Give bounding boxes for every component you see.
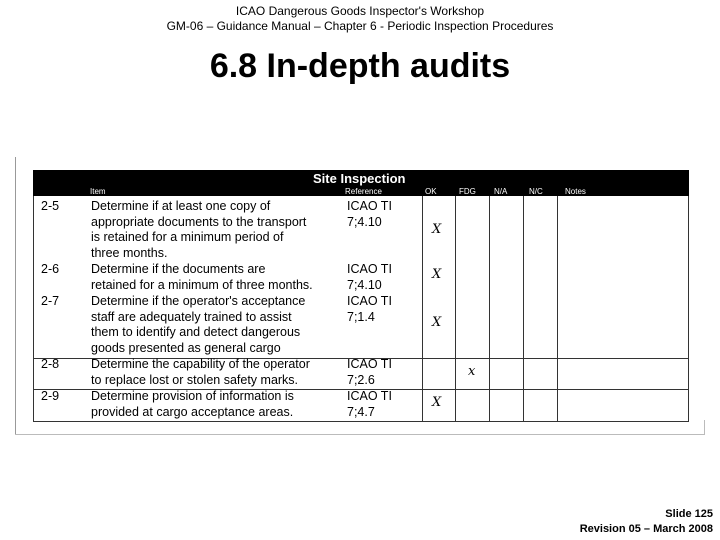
check-mark: x [468, 364, 476, 379]
row-reference [347, 357, 392, 388]
reference-line: ICAO TI [347, 199, 392, 213]
page-title: 6.8 In-depth audits [209, 47, 511, 85]
row-id: 2-5 [41, 199, 60, 213]
col-header-fdg: FDG [459, 187, 476, 196]
col-header-notes: Notes [565, 187, 586, 196]
col-header-reference: Reference [345, 187, 382, 196]
reference-line: 7;1.4 [347, 309, 375, 324]
check-mark: X [432, 267, 442, 282]
header-line-1: ICAO Dangerous Goods Inspector's Workshop [235, 4, 485, 18]
item-line: Determine if the operator's acceptance [91, 294, 306, 308]
row-item-text [91, 199, 306, 262]
item-line: retained for a minimum of three months. [91, 277, 313, 292]
check-mark: X [432, 315, 442, 330]
column-divider [557, 196, 558, 421]
row-id: 2-8 [41, 357, 60, 371]
reference-line: ICAO TI [347, 357, 392, 371]
col-header-item: Item [90, 187, 106, 196]
frame-left-border [15, 157, 16, 435]
row-id: 2-7 [41, 294, 60, 308]
row-item-text [91, 357, 310, 388]
reference-line: 7;4.7 [347, 404, 375, 419]
row-item-text [91, 262, 313, 293]
header-line-2: GM-06 – Guidance Manual – Chapter 6 - Periodic Inspection Procedures [166, 19, 554, 33]
reference-line: ICAO TI [347, 294, 392, 308]
item-line: Determine if at least one copy of [91, 199, 271, 213]
col-header-ok: OK [425, 187, 437, 196]
revision-label: Revision 05 – March 2008 [579, 523, 713, 535]
item-line: them to identify and detect dangerous [91, 325, 301, 340]
site-inspection-table [33, 170, 689, 422]
slide-number: Slide 125 [665, 508, 713, 520]
item-line: staff are adequately trained to assist [91, 309, 292, 324]
frame-bottom-border [15, 434, 705, 435]
item-line: Determine if the documents are [91, 262, 266, 276]
column-header-row [33, 187, 689, 196]
check-mark: X [432, 395, 442, 410]
column-divider [523, 196, 524, 421]
row-item-text [91, 389, 294, 420]
item-line: is retained for a minimum period of [91, 230, 284, 245]
item-line: three months. [91, 246, 168, 261]
row-reference [347, 389, 392, 420]
row-id: 2-6 [41, 262, 60, 276]
row-reference [347, 199, 392, 230]
banner-title: Site Inspection [313, 171, 406, 186]
frame-right-border [704, 420, 705, 435]
item-line: provided at cargo acceptance areas. [91, 404, 294, 419]
col-header-na: N/A [494, 187, 508, 196]
item-line: Determine provision of information is [91, 389, 294, 403]
row-item-text [91, 294, 305, 357]
item-line: appropriate documents to the transport [91, 214, 307, 229]
row-reference [347, 294, 392, 325]
reference-line: 7;4.10 [347, 214, 382, 229]
check-mark: X [432, 222, 442, 237]
reference-line: 7;4.10 [347, 277, 382, 292]
reference-line: ICAO TI [347, 389, 392, 403]
col-header-nc: N/C [529, 187, 543, 196]
row-reference [347, 262, 392, 293]
column-divider [422, 196, 423, 421]
item-line: Determine the capability of the operator [91, 357, 310, 371]
column-divider [455, 196, 456, 421]
reference-line: ICAO TI [347, 262, 392, 276]
table-banner [33, 170, 689, 187]
item-line: goods presented as general cargo [91, 341, 281, 356]
reference-line: 7;2.6 [347, 372, 375, 387]
row-id: 2-9 [41, 389, 60, 403]
column-divider [489, 196, 490, 421]
table-body [33, 196, 689, 422]
item-line: to replace lost or stolen safety marks. [91, 372, 299, 387]
